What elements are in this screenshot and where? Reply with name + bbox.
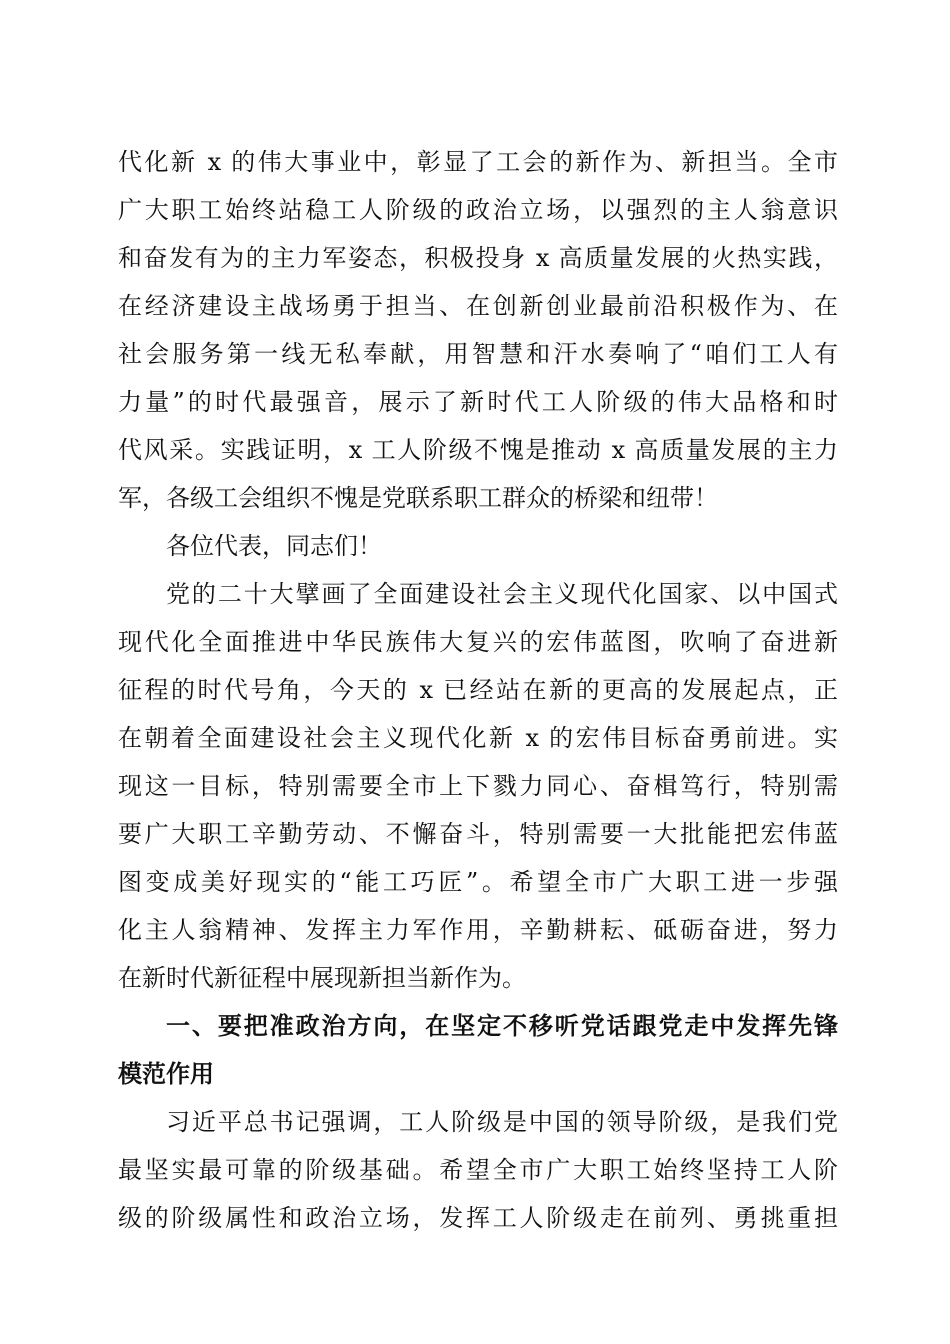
paragraph-1-line-5: 社会服务第一线无私奉献，用智慧和汗水奏响了“咱们工人有 xyxy=(118,340,838,368)
paragraph-1-line-4: 在经济建设主战场勇于担当、在创新创业最前沿积极作为、在 xyxy=(118,292,838,320)
paragraph-1-line-6: 力量”的时代最强音，展示了新时代工人阶级的伟大品格和时 xyxy=(118,388,838,416)
paragraph-2-line-8: 化主人翁精神、发挥主力军作用，辛勤耕耘、砥砺奋进，努力 xyxy=(118,916,838,944)
section-heading-line-1: 一、要把准政治方向，在坚定不移听党话跟党走中发挥先锋 xyxy=(166,1012,838,1040)
paragraph-3-line-2: 最坚实最可靠的阶级基础。希望全市广大职工始终坚持工人阶 xyxy=(118,1156,838,1184)
paragraph-1-line-2: 广大职工始终站稳工人阶级的政治立场，以强烈的主人翁意识 xyxy=(118,196,838,224)
paragraph-2-line-6: 要广大职工辛勤劳动、不懈奋斗，特别需要一大批能把宏伟蓝 xyxy=(118,820,838,848)
paragraph-1-line-3: 和奋发有为的主力军姿态，积极投身 x 高质量发展的火热实践， xyxy=(118,244,838,272)
paragraph-1-line-1: 代化新 x 的伟大事业中，彰显了工会的新作为、新担当。全市 xyxy=(118,148,838,176)
section-heading-line-2: 模范作用 xyxy=(118,1060,214,1088)
paragraph-2-line-7: 图变成美好现实的“能工巧匠”。希望全市广大职工进一步强 xyxy=(118,868,838,896)
paragraph-1-line-8: 军，各级工会组织不愧是党联系职工群众的桥梁和纽带！ xyxy=(118,484,718,512)
paragraph-2-line-2: 现代化全面推进中华民族伟大复兴的宏伟蓝图，吹响了奋进新 xyxy=(118,628,838,656)
paragraph-3-line-3: 级的阶级属性和政治立场，发挥工人阶级走在前列、勇挑重担 xyxy=(118,1204,838,1232)
salutation: 各位代表，同志们！ xyxy=(166,532,382,560)
paragraph-2-line-4: 在朝着全面建设社会主义现代化新 x 的宏伟目标奋勇前进。实 xyxy=(118,724,838,752)
paragraph-2-line-5: 现这一目标，特别需要全市上下戮力同心、奋楫笃行，特别需 xyxy=(118,772,838,800)
paragraph-1-line-7: 代风采。实践证明，x 工人阶级不愧是推动 x 高质量发展的主力 xyxy=(118,436,838,464)
paragraph-2-line-1: 党的二十大擘画了全面建设社会主义现代化国家、以中国式 xyxy=(166,580,838,608)
paragraph-3-line-1: 习近平总书记强调，工人阶级是中国的领导阶级，是我们党 xyxy=(166,1108,838,1136)
paragraph-2-line-9: 在新时代新征程中展现新担当新作为。 xyxy=(118,964,526,992)
paragraph-2-line-3: 征程的时代号角，今天的 x 已经站在新的更高的发展起点，正 xyxy=(118,676,838,704)
